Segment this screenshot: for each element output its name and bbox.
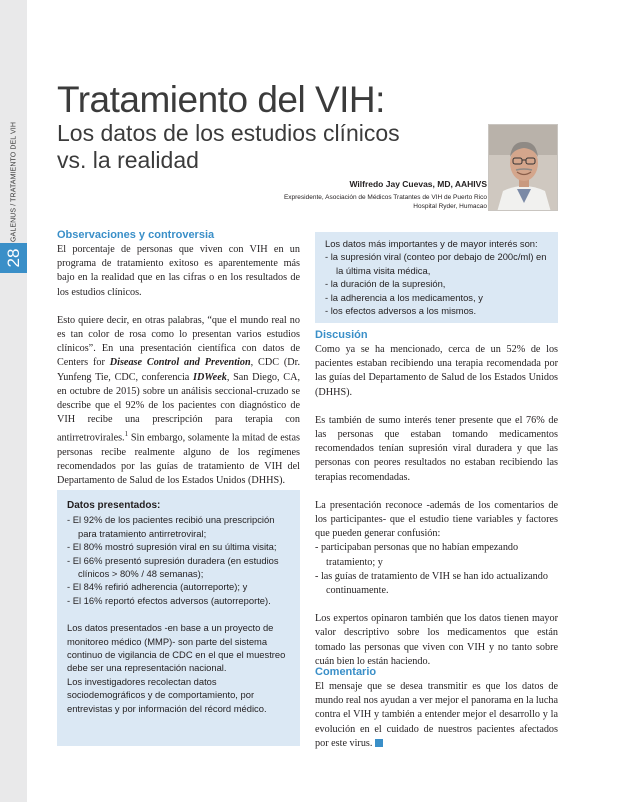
data-box: [57, 490, 300, 746]
side-band: [0, 0, 27, 802]
comment-body: [315, 680, 558, 765]
paragraph: Los investigadores recolectan datos sociodemográficos y de comportamiento, por entrevistas y por información del récord médico.: [67, 675, 267, 714]
paragraph: Los expertos opinaron también que los datos tienen mayor valor descriptivo sobre los medicamentos que están tomado las personas que viven con VIH y no tanto sobre cuán bien lo están haciendo.: [315, 613, 558, 667]
list-item: - El 84% refirió adherencia (autorreporte); y: [67, 581, 248, 593]
end-of-article-icon: [375, 739, 383, 747]
author-affiliation: Expresidente, Asociación de Médicos Tratantes de VIH de Puerto Rico Hospital Ryder, Humacao: [283, 194, 487, 210]
heading-comentario: Comentario: [315, 666, 377, 678]
paragraph: El porcentaje de personas que viven con VIH en un programa de tratamiento exitoso es aparentemente más bajo en la realidad que en las cifras o en los resultados de los estudios clínicos.: [57, 244, 300, 298]
right-body: [315, 343, 558, 683]
key-data-box: [315, 232, 558, 323]
paragraph: Como ya se ha mencionado, cerca de un 52% de los pacientes estaban recibiendo una terapia recomendada por las guías del Departamento de Salud de los Estados Unidos (DHHS).: [315, 344, 558, 398]
key-box-title: Los datos más importantes y de mayor interés son:: [325, 238, 538, 249]
page-subtitle: Los datos de los estudios clínicos vs. la realidad: [57, 120, 400, 173]
list-item: - la adherencia a los medicamentos, y: [325, 291, 483, 303]
section-label: GALENUS / TRATAMIENTO DEL VIH: [10, 122, 18, 242]
list-item: - la supresión viral (conteo por debajo de 200c/ml) en la última visita médica,: [325, 251, 547, 276]
paragraph: La presentación reconoce -además de los comentarios de los participantes- que el estudio tiene variables y factores que pueden generar confusión:: [315, 499, 558, 540]
list-item: - El 92% de los pacientes recibió una prescripción para tratamiento antirretroviral;: [67, 514, 275, 539]
list-item: - la duración de la supresión,: [325, 278, 446, 290]
portrait-image: [489, 125, 558, 211]
paragraph: Es también de sumo interés tener presente que el 76% de las personas que estaban tomando medicamentos recomendados tenían supresión viral duradera y que las personas con peores resultados no estaban recibiendo las terapias recomendadas.: [315, 414, 558, 483]
data-list: [67, 513, 290, 607]
paragraph: Esto quiere decir, en otras palabras, “que el mundo real no es tan color de rosa como lo presentan varios estudios clínicos”. En una presentación científica con datos de Centers for Disease Control and Prevention, CDC (Dr. Yunfeng Tie, CDC, conferencia IDWeek, San Diego, CA, en octubre de 2015) sobre un análisis seccional-cruzado se describe que el 92% de los pacientes con diagnóstico de VIH recibe una prescripción para terapia con antirretrovirales.$^1$ Sin embargo, solamente la mitad de estas personas recibe realmente alguno de los regímenes recomendados por las guías de tratamiento de VIH del Departamento de Salud de los Estados Unidos (DHHS).: [57, 314, 300, 487]
list-item: - participaban personas que no habían empezando tratamiento; y: [315, 542, 519, 568]
list-item: - las guías de tratamiento de VIH se han ido actualizando continuamente.: [315, 570, 548, 597]
page-number: 28: [0, 243, 27, 273]
list-item: - El 80% mostró supresión viral en su última visita;: [67, 541, 277, 553]
key-list: [325, 250, 548, 317]
list-item: - los efectos adversos a los mismos.: [325, 305, 477, 317]
list-item: - El 66% presentó supresión duradera (en estudios clínicos > 80% / 48 semanas);: [67, 554, 279, 580]
paragraph: Los datos presentados -en base a un proyecto de monitoreo médico (MMP)- son parte del sistema continuo de vigilancia de CDC en el que el muestreo debe ser una representación nacional.: [67, 622, 286, 674]
list-item: - El 16% reportó efectos adversos (autorreporte).: [67, 594, 271, 606]
heading-discusion: Discusión: [315, 329, 368, 341]
page-title: Tratamiento del VIH:: [57, 79, 385, 120]
data-box-title: Datos presentados:: [67, 500, 161, 511]
paragraph: El mensaje que se desea transmitir es que los datos de mundo real nos ayudan a ver mejor el panorama en la lucha contra el VIH y también a entender mejor el desarrollo y la evolución en el cuidado de nuestros pacientes afectados por este virus.: [315, 681, 558, 749]
author-name: Wilfredo Jay Cuevas, MD, AAHIVS: [349, 179, 487, 189]
confusion-list: [315, 541, 558, 598]
author-photo: [488, 124, 558, 211]
left-body: [57, 243, 300, 503]
heading-observaciones: Observaciones y controversia: [57, 229, 215, 241]
